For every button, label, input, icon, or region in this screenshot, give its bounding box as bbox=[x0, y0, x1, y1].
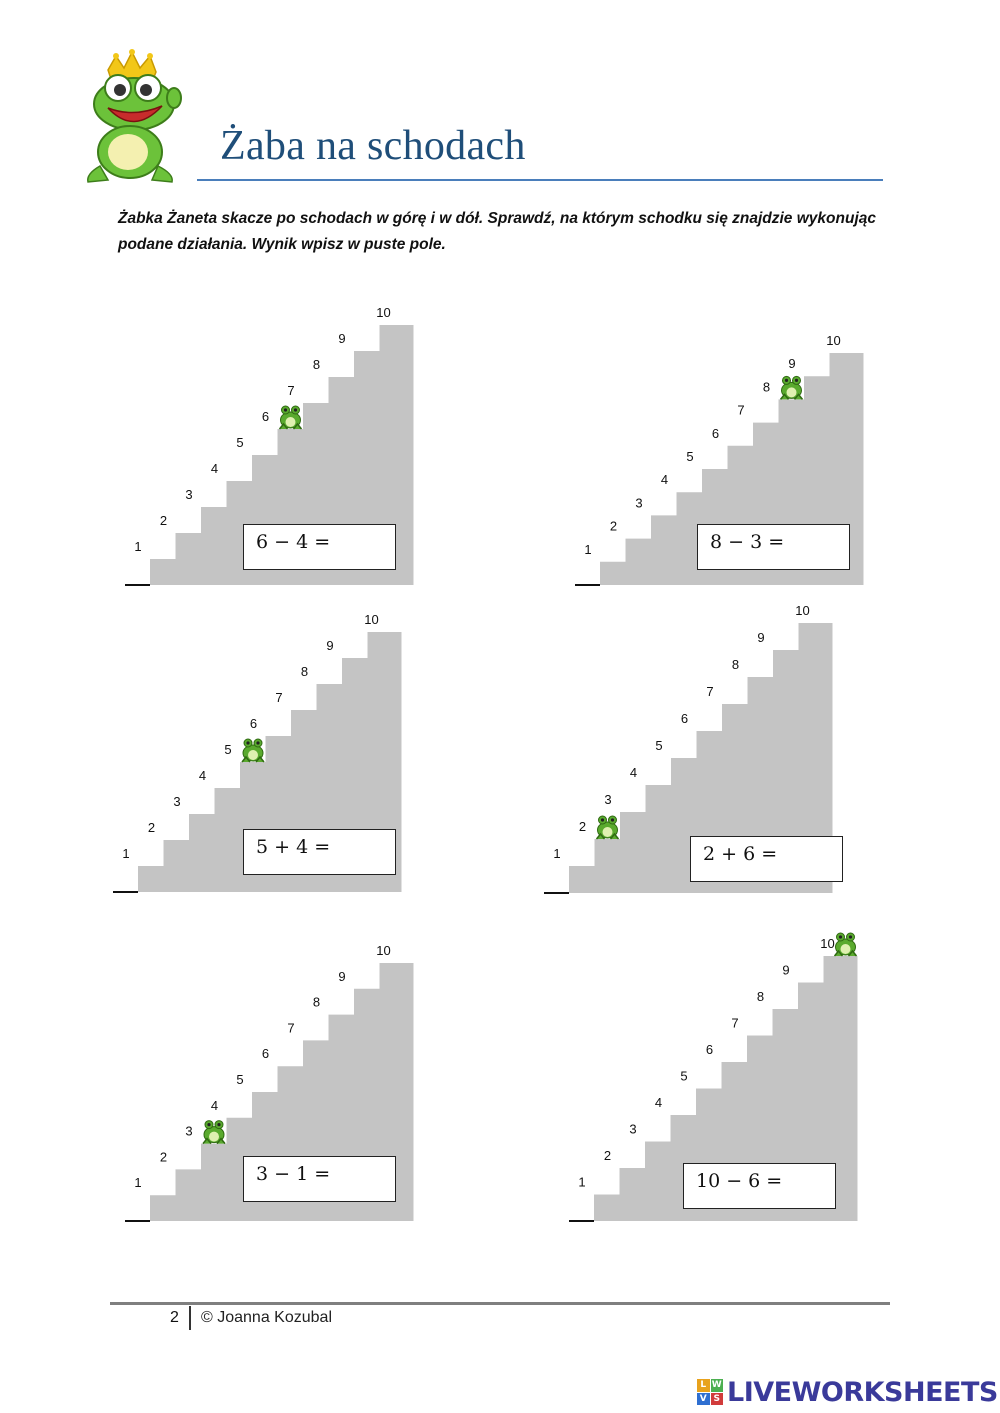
step-number-2: 2 bbox=[159, 1149, 168, 1165]
step-number-9: 9 bbox=[326, 638, 334, 653]
footer-separator bbox=[189, 1306, 191, 1330]
frog-icon bbox=[242, 739, 264, 762]
step-number-9: 9 bbox=[757, 630, 765, 645]
step-number-10: 10 bbox=[820, 936, 835, 951]
step-number-9: 9 bbox=[338, 968, 346, 984]
step-number-8: 8 bbox=[312, 357, 321, 372]
frog-icon bbox=[203, 1121, 225, 1144]
copyright: © Joanna Kozubal bbox=[201, 1309, 332, 1326]
page-number: 2 bbox=[170, 1309, 179, 1326]
frog-icon bbox=[597, 816, 619, 839]
step-number-4: 4 bbox=[654, 1095, 663, 1110]
liveworksheets-wordmark: LIVEWORKSHEETS bbox=[727, 1376, 998, 1408]
step-number-9: 9 bbox=[338, 331, 346, 346]
equation-text: 2 + 6 = bbox=[703, 843, 778, 865]
step-number-8: 8 bbox=[300, 664, 309, 679]
step-number-3: 3 bbox=[173, 794, 181, 809]
instructions: Żabka Żaneta skacze po schodach w górę i w dół. Sprawdź, na którym schodku się znajdzie wykonując podane działania. Wynik wpisz w puste pole. bbox=[118, 210, 876, 253]
step-number-4: 4 bbox=[629, 765, 638, 780]
step-number-2: 2 bbox=[578, 819, 587, 834]
step-number-5: 5 bbox=[655, 738, 663, 753]
liveworksheets-logo-icon: L W V S bbox=[697, 1379, 723, 1405]
step-number-8: 8 bbox=[762, 379, 771, 395]
equation-text: 3 − 1 = bbox=[256, 1163, 331, 1185]
step-number-6: 6 bbox=[261, 409, 270, 424]
step-number-7: 7 bbox=[287, 383, 295, 398]
step-number-5: 5 bbox=[236, 435, 244, 450]
answer-box-5 bbox=[243, 1156, 396, 1202]
answer-box-2 bbox=[697, 524, 850, 570]
step-number-1: 1 bbox=[553, 846, 561, 861]
liveworksheets-brand[interactable] bbox=[697, 1374, 998, 1410]
answer-box-6 bbox=[683, 1163, 836, 1209]
step-number-7: 7 bbox=[737, 402, 745, 418]
frog-icon bbox=[280, 406, 302, 429]
answer-input[interactable] bbox=[775, 532, 841, 562]
step-number-6: 6 bbox=[249, 716, 258, 731]
step-number-4: 4 bbox=[210, 461, 219, 476]
footer-rule bbox=[110, 1302, 890, 1305]
step-number-9: 9 bbox=[788, 356, 796, 372]
page-title: Żaba na schodach bbox=[220, 123, 526, 169]
answer-input[interactable] bbox=[768, 844, 834, 874]
step-number-2: 2 bbox=[147, 820, 156, 835]
step-number-10: 10 bbox=[376, 305, 391, 320]
step-number-1: 1 bbox=[134, 539, 142, 554]
step-number-2: 2 bbox=[603, 1148, 612, 1163]
step-number-3: 3 bbox=[604, 792, 612, 807]
step-number-9: 9 bbox=[782, 962, 790, 978]
step-number-10: 10 bbox=[826, 333, 841, 348]
step-number-3: 3 bbox=[629, 1121, 637, 1137]
step-number-4: 4 bbox=[660, 472, 669, 488]
step-number-3: 3 bbox=[635, 495, 643, 511]
equation-text: 10 − 6 = bbox=[696, 1170, 783, 1192]
step-number-6: 6 bbox=[705, 1042, 714, 1057]
step-number-7: 7 bbox=[275, 690, 283, 705]
step-number-1: 1 bbox=[578, 1174, 586, 1190]
answer-input[interactable] bbox=[321, 1164, 387, 1194]
answer-box-1 bbox=[243, 524, 396, 570]
step-number-1: 1 bbox=[134, 1175, 142, 1191]
step-number-6: 6 bbox=[680, 711, 689, 726]
step-number-3: 3 bbox=[185, 487, 193, 502]
equation-text: 6 − 4 = bbox=[256, 531, 331, 553]
step-number-6: 6 bbox=[711, 425, 720, 441]
answer-box-4 bbox=[690, 836, 843, 882]
step-number-6: 6 bbox=[261, 1046, 270, 1062]
step-number-8: 8 bbox=[312, 994, 321, 1010]
step-number-4: 4 bbox=[198, 768, 207, 783]
step-number-5: 5 bbox=[236, 1072, 244, 1087]
step-number-8: 8 bbox=[731, 657, 740, 672]
step-number-7: 7 bbox=[731, 1015, 739, 1031]
step-number-1: 1 bbox=[584, 541, 592, 557]
step-number-10: 10 bbox=[376, 943, 391, 958]
step-number-2: 2 bbox=[159, 513, 168, 528]
step-number-3: 3 bbox=[185, 1123, 193, 1139]
answer-input[interactable] bbox=[321, 532, 387, 562]
step-number-1: 1 bbox=[122, 846, 130, 861]
step-number-8: 8 bbox=[756, 989, 765, 1004]
step-number-4: 4 bbox=[210, 1097, 219, 1113]
step-number-7: 7 bbox=[287, 1020, 295, 1036]
equation-text: 5 + 4 = bbox=[256, 836, 331, 858]
frog-icon bbox=[781, 376, 803, 399]
answer-input[interactable] bbox=[761, 1171, 827, 1201]
step-number-5: 5 bbox=[224, 742, 232, 757]
answer-box-3 bbox=[243, 829, 396, 875]
step-number-10: 10 bbox=[364, 612, 379, 627]
answer-input[interactable] bbox=[321, 837, 387, 867]
step-number-10: 10 bbox=[795, 603, 810, 618]
step-number-2: 2 bbox=[609, 518, 618, 534]
step-number-5: 5 bbox=[680, 1068, 688, 1084]
step-number-7: 7 bbox=[706, 684, 714, 699]
step-number-5: 5 bbox=[686, 449, 694, 464]
frog-icon bbox=[835, 933, 857, 956]
equation-text: 8 − 3 = bbox=[710, 531, 785, 553]
